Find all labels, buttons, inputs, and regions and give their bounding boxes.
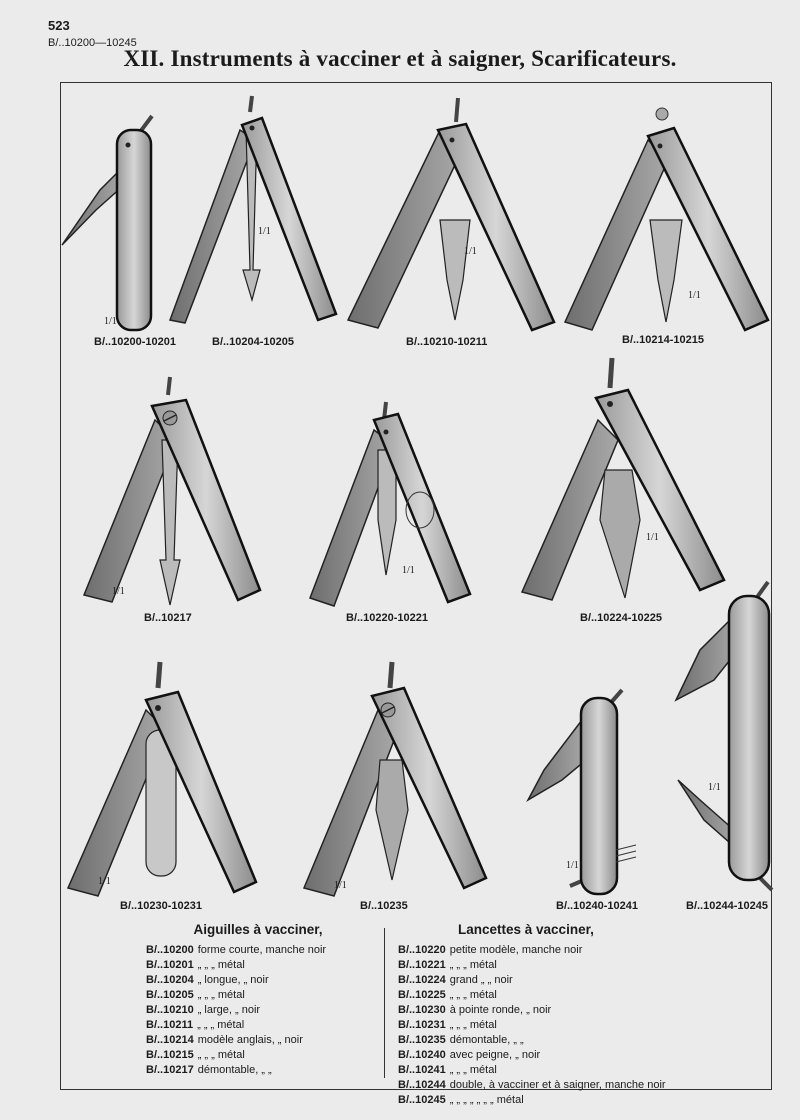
column-divider — [384, 928, 385, 1078]
list-item: B/..10230 à pointe ronde, „ noir — [398, 1004, 552, 1016]
list-item: B/..10245 „ „ „ „ „ „ „ métal — [398, 1094, 524, 1106]
knife-10204-10205 — [170, 96, 336, 323]
caption-10204-10205: B/..10204-10205 — [212, 336, 294, 348]
list-item: B/..10215 „ „ „ métal — [146, 1049, 245, 1061]
list-item: B/..10210 „ large, „ noir — [146, 1004, 261, 1016]
list-item: B/..10235 démontable, „ „ — [398, 1034, 524, 1046]
scale-mark: 1/1 — [98, 876, 111, 887]
scale-mark: 1/1 — [708, 782, 721, 793]
knife-10235 — [304, 662, 486, 896]
caption-10230-10231: B/..10230-10231 — [120, 900, 202, 912]
scale-mark: 1/1 — [258, 226, 271, 237]
scale-mark: 1/1 — [112, 586, 125, 597]
knife-10224-10225 — [522, 358, 724, 600]
list-item: B/..10240 avec peigne, „ noir — [398, 1049, 541, 1061]
list-item: B/..10241 „ „ „ métal — [398, 1064, 497, 1076]
list-heading: Aiguilles à vacciner, — [193, 922, 323, 937]
caption-10240-10241: B/..10240-10241 — [556, 900, 638, 912]
caption-10200-10201: B/..10200-10201 — [94, 336, 176, 348]
scale-mark: 1/1 — [646, 532, 659, 543]
list-heading: Lancettes à vacciner, — [458, 922, 594, 937]
list-item: B/..10205 „ „ „ métal — [146, 989, 245, 1001]
list-item: B/..10214 modèle anglais, „ noir — [146, 1034, 303, 1046]
list-item: B/..10201 „ „ „ métal — [146, 959, 245, 971]
knife-10210-10211 — [348, 98, 554, 330]
knife-10220-10221 — [310, 402, 470, 606]
vaccination-needles-list — [146, 922, 370, 1078]
list-item: B/..10224 grand „ „ noir — [398, 974, 513, 986]
list-item: B/..10231 „ „ „ métal — [398, 1019, 497, 1031]
scale-mark: 1/1 — [402, 565, 415, 576]
scale-mark: 1/1 — [566, 860, 579, 871]
list-item: B/..10204 „ longue, „ noir — [146, 974, 269, 986]
scale-mark: 1/1 — [334, 880, 347, 891]
list-item: B/..10200 forme courte, manche noir — [146, 944, 327, 956]
vaccination-lancets-list — [398, 922, 770, 1108]
list-item: B/..10244 double, à vacciner et à saigner, manche noir — [398, 1079, 666, 1091]
scale-mark: 1/1 — [104, 316, 117, 327]
list-item: B/..10225 „ „ „ métal — [398, 989, 497, 1001]
list-item: B/..10211 „ „ „ métal — [146, 1019, 245, 1031]
knife-10240-10241 — [528, 690, 636, 894]
caption-10220-10221: B/..10220-10221 — [346, 612, 428, 624]
caption-10235: B/..10235 — [360, 900, 408, 912]
caption-10214-10215: B/..10214-10215 — [622, 334, 704, 346]
caption-10210-10211: B/..10210-10211 — [406, 336, 488, 348]
caption-10224-10225: B/..10224-10225 — [580, 612, 662, 624]
knife-10217 — [84, 377, 260, 605]
caption-10244-10245: B/..10244-10245 — [686, 900, 768, 912]
page-number: 523 — [48, 18, 70, 33]
knife-10214-10215 — [565, 108, 768, 330]
catalog-range: B/..10200—10245 — [48, 37, 137, 49]
scale-mark: 1/1 — [464, 246, 477, 257]
scale-mark: 1/1 — [688, 290, 701, 301]
page-title: XII. Instruments à vacciner et à saigner, Scarificateurs. — [123, 46, 677, 71]
list-item: B/..10220 petite modèle, manche noir — [398, 944, 583, 956]
list-item: B/..10217 démontable, „ „ — [146, 1064, 272, 1076]
knife-10200-10201 — [62, 116, 152, 330]
list-item: B/..10221 „ „ „ métal — [398, 959, 497, 971]
caption-10217: B/..10217 — [144, 612, 192, 624]
knife-10244-10245 — [676, 582, 772, 890]
knife-10230-10231 — [68, 662, 256, 896]
